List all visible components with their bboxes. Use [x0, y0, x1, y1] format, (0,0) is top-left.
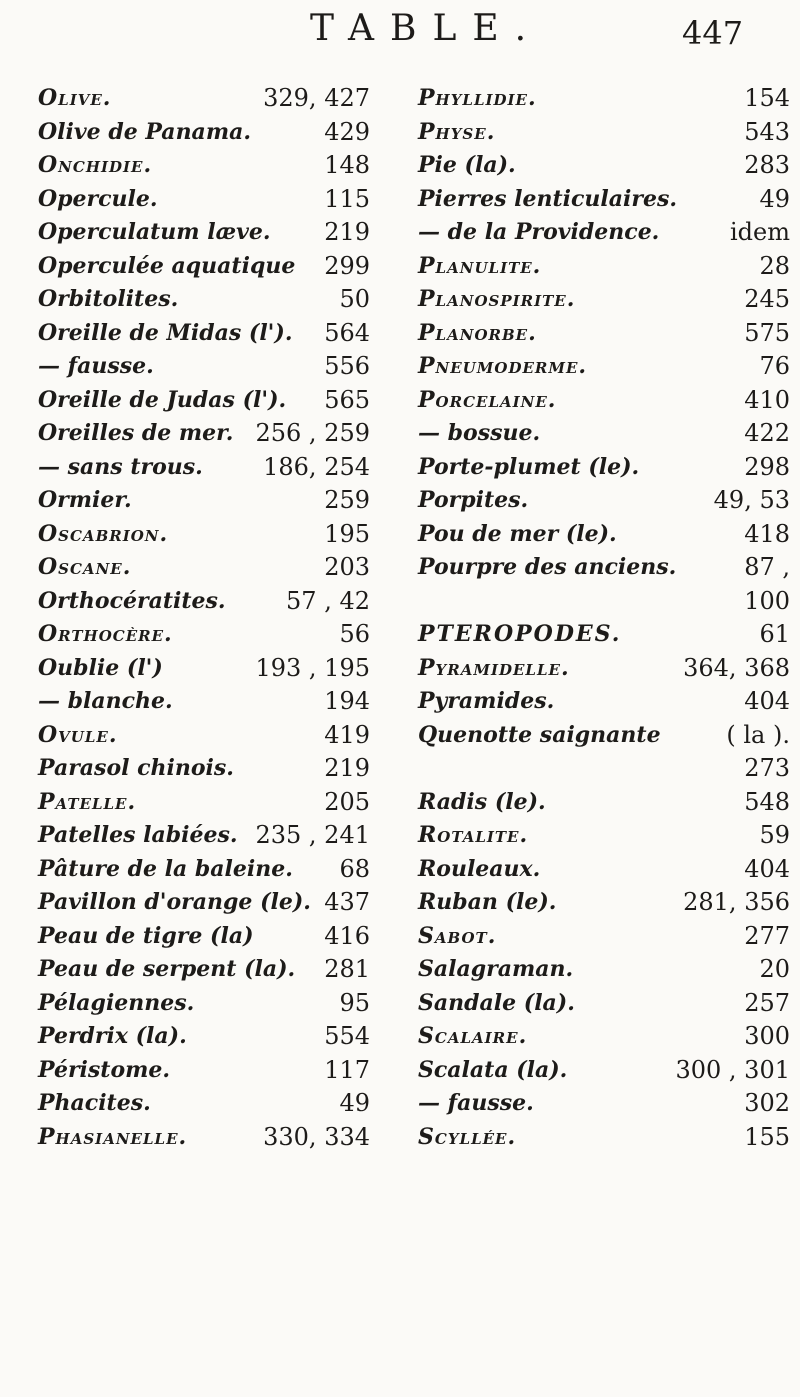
entry-pages: 298 [744, 452, 790, 481]
entry-term: — fausse. [38, 353, 154, 379]
entry-term: Sabot. [418, 922, 497, 949]
entry-pages: 59 [759, 821, 790, 849]
index-entry [38, 116, 370, 150]
entry-pages: 61 [759, 620, 790, 648]
entry-term: Pyramides. [418, 688, 555, 714]
index-entry [38, 685, 370, 719]
index-entry [38, 752, 370, 786]
entry-term: Peau de tigre (la) [38, 922, 254, 949]
entry-pages: 95 [339, 988, 370, 1017]
entry-term: Ormier. [38, 487, 132, 513]
entry-pages: 281, 356 [683, 888, 790, 916]
entry-term: Oreille de Judas (l'). [38, 386, 287, 413]
entry-term: Radis (le). [418, 788, 546, 815]
entry-pages: 330, 334 [263, 1122, 370, 1151]
entry-pages: 257 [744, 988, 790, 1017]
index-entry [38, 250, 370, 284]
entry-pages: 203 [324, 553, 370, 581]
entry-pages: 543 [744, 117, 790, 146]
index-entry [38, 317, 370, 351]
index-entry [38, 719, 370, 753]
entry-term: Physe. [418, 118, 496, 145]
entry-pages: 186, 254 [263, 452, 370, 481]
entry-pages: 575 [744, 318, 790, 347]
entry-term: Oublie (l') [38, 654, 163, 681]
entry-term: — de la Providence. [418, 219, 660, 245]
index-entry [38, 953, 370, 987]
entry-term: Porcelaine. [418, 386, 557, 413]
index-entry [418, 1087, 790, 1121]
page-title: TABLE. [310, 8, 543, 49]
index-entry [418, 317, 790, 351]
entry-pages: 277 [744, 921, 790, 950]
entry-pages: 155 [744, 1122, 790, 1151]
entry-pages: 404 [744, 687, 790, 715]
index-entry [38, 819, 370, 853]
index-entry [418, 116, 790, 150]
page-header [0, 8, 800, 58]
entry-term: Pavillon d'orange (le). [38, 889, 311, 915]
index-entry [38, 618, 370, 652]
entry-term: Phacites. [38, 1090, 151, 1116]
entry-pages: 49 [759, 184, 790, 213]
index-entry [418, 618, 790, 652]
index-entry [418, 920, 790, 954]
entry-pages: 300 , 301 [675, 1055, 790, 1084]
entry-term: Pélagiennes. [38, 989, 195, 1016]
entry-pages: ( la ). [726, 720, 790, 749]
index-entry [418, 719, 790, 753]
entry-term: Scyllée. [418, 1123, 517, 1150]
index-entry [418, 819, 790, 853]
entry-pages: 429 [324, 117, 370, 146]
entry-pages: 364, 368 [683, 653, 790, 682]
entry-pages: 565 [324, 385, 370, 414]
entry-pages: 564 [324, 318, 370, 347]
index-entry [38, 1054, 370, 1088]
entry-pages: 49 [339, 1089, 370, 1117]
entry-pages: 245 [744, 285, 790, 313]
index-entry [38, 350, 370, 384]
entry-pages: 554 [324, 1022, 370, 1050]
entry-term: Pie (la). [418, 152, 516, 178]
index-entry [38, 216, 370, 250]
entry-term: Patelle. [38, 788, 137, 815]
entry-pages: 281 [324, 955, 370, 983]
page-number: 447 [682, 14, 744, 52]
entry-pages: 117 [324, 1055, 370, 1084]
index-entry [418, 685, 790, 719]
entry-pages: 273 [744, 754, 790, 782]
entry-pages: 154 [744, 84, 790, 112]
entry-term: Sandale (la). [418, 989, 575, 1016]
entry-pages: 193 , 195 [255, 653, 370, 682]
index-entry [418, 652, 790, 686]
entry-pages: 148 [324, 151, 370, 179]
entry-pages: 115 [324, 184, 370, 213]
index-entry [38, 82, 370, 116]
entry-pages: 219 [324, 218, 370, 246]
entry-term: Operculatum læve. [38, 219, 271, 245]
entry-pages: 68 [339, 854, 370, 883]
entry-pages: 416 [324, 921, 370, 950]
entry-term: Perdrix (la). [38, 1023, 187, 1049]
index-entry [418, 484, 790, 518]
entry-term: Pâture de la baleine. [38, 855, 293, 882]
entry-pages: 422 [744, 419, 790, 447]
entry-term: Opercule. [38, 185, 158, 212]
index-entry [418, 886, 790, 920]
entry-pages: 419 [324, 720, 370, 749]
entry-pages: 28 [759, 251, 790, 280]
index-entry [38, 551, 370, 585]
index-entry [38, 149, 370, 183]
entry-term: Quenotte saignante [418, 721, 661, 748]
index-entry [38, 652, 370, 686]
index-entry [38, 183, 370, 217]
entry-term: Oscabrion. [38, 520, 169, 547]
entry-term: Operculée aquatique [38, 252, 296, 279]
index-entry [418, 1020, 790, 1054]
entry-term: PTEROPODES. [418, 621, 622, 647]
entry-term: Rouleaux. [418, 855, 541, 882]
entry-term: Pierres lenticulaires. [418, 185, 677, 212]
entry-term: Orthocère. [38, 621, 173, 647]
entry-term: Rotalite. [418, 822, 529, 848]
entry-pages: 49, 53 [713, 486, 790, 514]
index-entry [38, 417, 370, 451]
index-entry [418, 987, 790, 1021]
entry-pages: 299 [324, 251, 370, 280]
entry-pages: 20 [759, 955, 790, 983]
index-entry [418, 1121, 790, 1155]
left-column [38, 82, 370, 1154]
index-entry [418, 1054, 790, 1088]
entry-pages: 548 [744, 787, 790, 816]
entry-term: — fausse. [418, 1090, 534, 1116]
entry-pages: 100 [744, 586, 790, 615]
index-entry [38, 283, 370, 317]
entry-term: Péristome. [38, 1056, 171, 1083]
entry-pages: 194 [324, 687, 370, 715]
index-entry [38, 987, 370, 1021]
index-entry [38, 1087, 370, 1121]
entry-term: Olive. [38, 85, 112, 111]
entry-term: Oreilles de mer. [38, 420, 234, 446]
entry-pages: 57 , 42 [286, 586, 370, 615]
entry-term: — blanche. [38, 688, 173, 714]
index-entry [38, 1020, 370, 1054]
entry-term: — bossue. [418, 420, 541, 446]
index-entry [418, 82, 790, 116]
index-entry [418, 350, 790, 384]
index-entry [38, 484, 370, 518]
index-entry [38, 518, 370, 552]
entry-term: Pneumoderme. [418, 353, 588, 379]
entry-term: Planulite. [418, 252, 542, 279]
entry-term: Scalata (la). [418, 1056, 568, 1083]
index-entry [418, 451, 790, 485]
index-entry [38, 451, 370, 485]
index-entry [418, 250, 790, 284]
entry-pages: 50 [339, 285, 370, 313]
entry-pages: 404 [744, 854, 790, 883]
entry-term: Salagraman. [418, 956, 574, 982]
entry-pages: 556 [324, 352, 370, 380]
entry-term: Patelles labiées. [38, 822, 238, 848]
entry-pages: 195 [324, 519, 370, 548]
entry-term: Orbitolites. [38, 286, 179, 312]
entry-pages: 283 [744, 151, 790, 179]
index-entry [418, 518, 790, 552]
entry-pages: 302 [744, 1089, 790, 1117]
entry-pages: 329, 427 [263, 84, 370, 112]
index-entry [418, 417, 790, 451]
index-entry [38, 886, 370, 920]
entry-pages: idem [730, 218, 790, 246]
index-entry [38, 384, 370, 418]
index-entry [418, 752, 790, 786]
right-column [418, 82, 790, 1154]
index-entry [418, 384, 790, 418]
entry-pages: 410 [744, 385, 790, 414]
entry-term: Pyramidelle. [418, 654, 570, 681]
entry-term: Olive de Panama. [38, 118, 252, 145]
entry-pages: 256 , 259 [255, 419, 370, 447]
entry-pages: 300 [744, 1022, 790, 1050]
entry-term: Planospirite. [418, 286, 576, 312]
entry-term: Planorbe. [418, 319, 537, 346]
index-entry [38, 786, 370, 820]
index-entry [418, 216, 790, 250]
index-entry [418, 183, 790, 217]
entry-term: Onchidie. [38, 152, 153, 178]
entry-pages: 418 [744, 519, 790, 548]
entry-pages: 437 [324, 888, 370, 916]
entry-pages: 87 , [744, 553, 790, 581]
entry-term: Oreille de Midas (l'). [38, 319, 293, 346]
entry-term: Ruban (le). [418, 889, 557, 915]
entry-term: Parasol chinois. [38, 755, 234, 781]
entry-pages: 56 [339, 620, 370, 648]
entry-term: Orthocératites. [38, 587, 226, 614]
index-entry [418, 786, 790, 820]
index-entry [38, 585, 370, 619]
entry-pages: 219 [324, 754, 370, 782]
index-entry [418, 853, 790, 887]
entry-term: — sans trous. [38, 453, 203, 480]
entry-term: Phasianelle. [38, 1123, 188, 1150]
index-entry [418, 585, 790, 619]
entry-term: Porpites. [418, 487, 529, 513]
entry-pages: 205 [324, 787, 370, 816]
entry-term: Porte-plumet (le). [418, 453, 640, 480]
entry-term: Oscane. [38, 554, 132, 580]
entry-pages: 259 [324, 486, 370, 514]
entry-pages: 235 , 241 [255, 821, 370, 849]
entry-term: Scalaire. [418, 1023, 528, 1049]
entry-term: Pou de mer (le). [418, 520, 617, 547]
index-entry [418, 953, 790, 987]
entry-term: Ovule. [38, 721, 118, 748]
index-entry [38, 853, 370, 887]
index-entry [418, 283, 790, 317]
index-entry [418, 551, 790, 585]
index-entry [38, 1121, 370, 1155]
entry-term: Peau de serpent (la). [38, 956, 296, 982]
entry-term: Phyllidie. [418, 85, 537, 111]
index-entry [418, 149, 790, 183]
index-entry [38, 920, 370, 954]
entry-pages: 76 [759, 352, 790, 380]
entry-term: Pourpre des anciens. [418, 554, 677, 580]
